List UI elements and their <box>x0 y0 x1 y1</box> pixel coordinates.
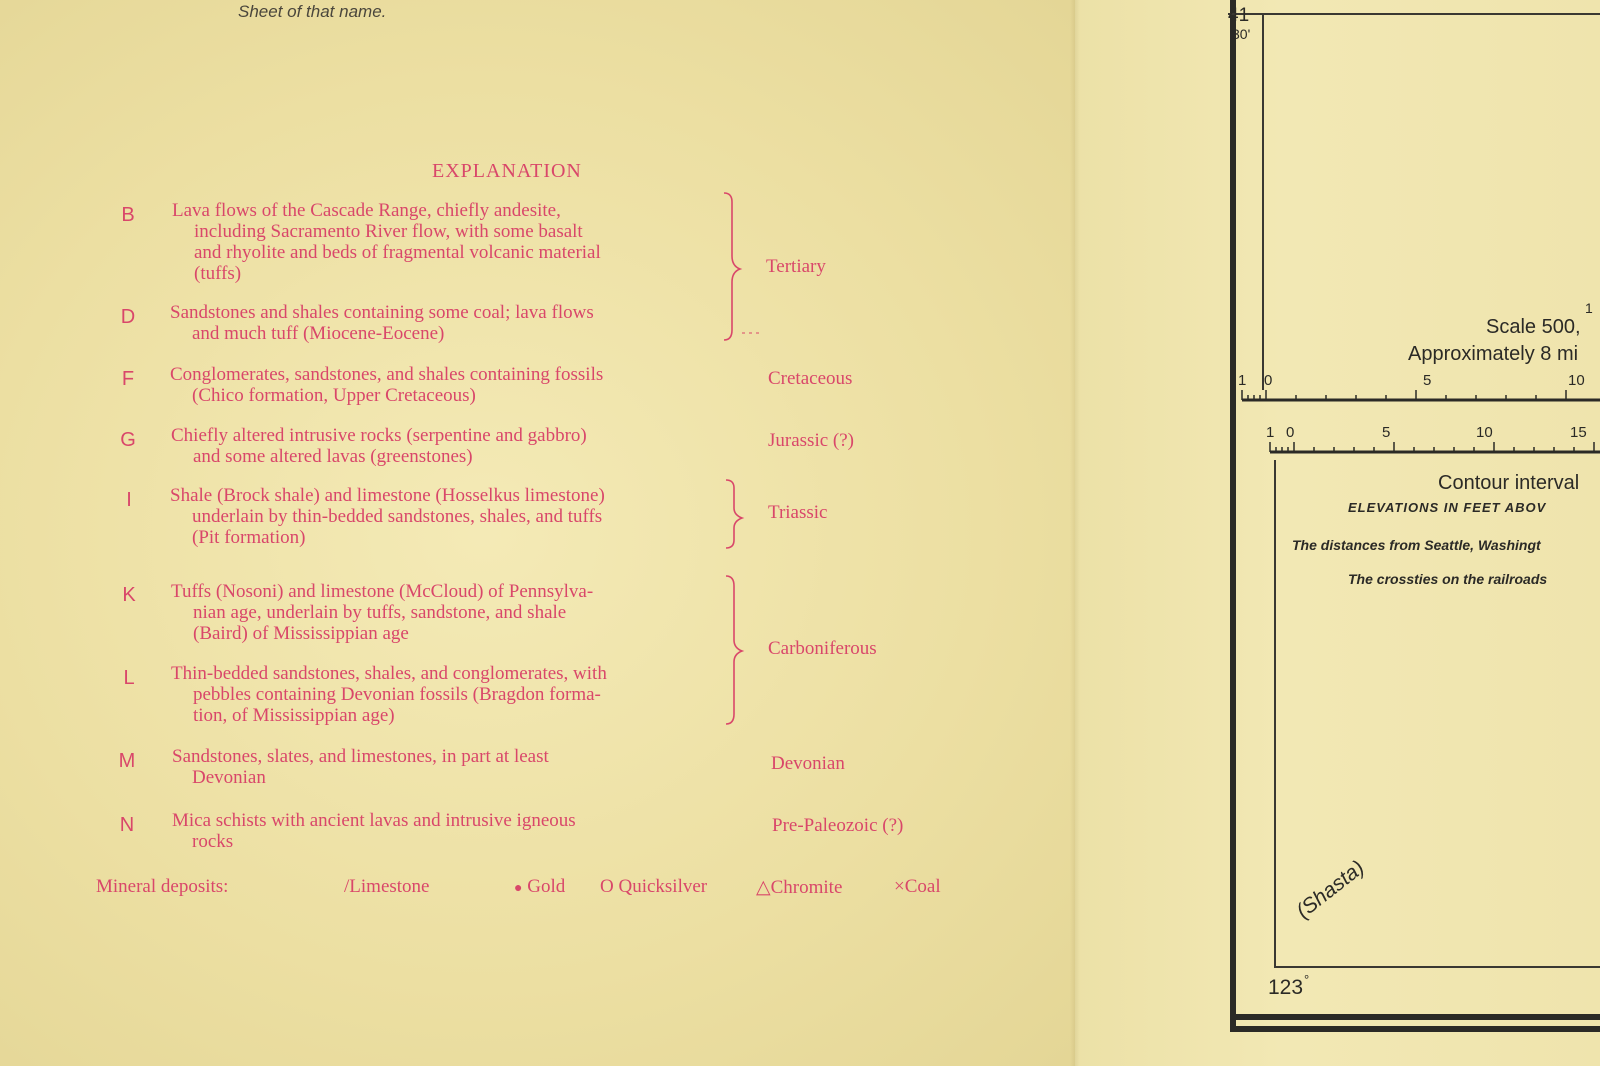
coal-symbol: × <box>894 876 905 897</box>
latitude-minutes: 30' <box>1232 26 1251 42</box>
period-devonian: Devonian <box>771 753 845 774</box>
period-prepaleozoic: Pre-Paleozoic (?) <box>772 815 904 836</box>
longitude-label: 123 <box>1268 976 1304 999</box>
unit-letter-k: K <box>122 584 136 606</box>
unit-desc-f: Conglomerates, sandstones, and shales containing fossils (Chico formation, Upper Cretaceous) <box>170 364 604 406</box>
unit-letter-b: B <box>121 204 135 226</box>
page-fold <box>1070 0 1080 1066</box>
unit-letter-l: L <box>123 667 135 689</box>
mineral-quicksilver: O Quicksilver <box>600 876 708 897</box>
unit-desc-l: Thin-bedded sandstones, shales, and conglomerates, with pebbles containing Devonian fossils (Bragdon forma- tion, of Mississippian age) <box>171 663 607 726</box>
period-cretaceous: Cretaceous <box>768 368 853 389</box>
unit-desc-i: Shale (Brock shale) and limestone (Hosselkus limestone) underlain by thin-bedded sandstones, shales, and tuffs (Pit formation) <box>170 485 605 548</box>
scale-fraction-top: 1 <box>1585 300 1593 316</box>
period-tertiary: Tertiary <box>766 256 826 277</box>
period-carboniferous: Carboniferous <box>768 638 877 659</box>
latitude-degrees: 41 <box>1228 5 1250 26</box>
bar2-tick-15: 15 <box>1570 424 1587 441</box>
bar2-tick-0: 0 <box>1286 424 1295 441</box>
bar1-tick-5: 5 <box>1423 372 1432 389</box>
map-frame-outer <box>1230 0 1600 1032</box>
unit-letter-f: F <box>121 368 135 390</box>
elevations-note: ELEVATIONS IN FEET ABOV <box>1348 500 1547 515</box>
unit-letter-m: M <box>118 750 136 772</box>
mineral-deposits-label: Mineral deposits: <box>96 876 229 897</box>
crossties-note: The crossties on the railroads <box>1348 571 1548 587</box>
distances-note: The distances from Seattle, Washingt <box>1292 537 1541 553</box>
unit-desc-d: Sandstones and shales containing some coal; lava flows and much tuff (Miocene-Eocene) <box>170 302 594 344</box>
explanation-title: EXPLANATION <box>432 160 582 182</box>
unit-letter-g: G <box>120 429 136 451</box>
scale-label: Scale 500, <box>1486 316 1581 338</box>
gold-symbol: ● <box>514 881 523 896</box>
unit-desc-k: Tuffs (Nosoni) and limestone (McCloud) of Pennsylva- nian age, underlain by tuffs, sandstone, and shale (Baird) of Mississippian age <box>171 581 594 644</box>
bar2-tick-5: 5 <box>1382 424 1391 441</box>
unit-letter-i: I <box>126 489 132 511</box>
unit-letter-n: N <box>119 814 135 836</box>
shasta-label: (Shasta) <box>1292 856 1369 924</box>
scale-approx: Approximately 8 mi <box>1408 343 1579 365</box>
brace-triassic <box>726 480 742 548</box>
mineral-coal: ×Coal <box>894 876 941 897</box>
unit-desc-b: Lava flows of the Cascade Range, chiefly andesite, including Sacramento River flow, with some basalt and rhyolite and beds of fragmental volcanic material (tuffs) <box>172 200 601 284</box>
mineral-chromite: △Chromite <box>756 877 843 898</box>
scale-bars <box>1236 368 1600 458</box>
sheet-note: Sheet of that name. <box>238 2 387 21</box>
bar1-tick-10: 10 <box>1568 372 1585 389</box>
quicksilver-symbol: O <box>600 876 614 897</box>
map-inner-bottom-line <box>1274 966 1600 968</box>
longitude-degree-mark: ° <box>1304 972 1310 987</box>
bar2-tick-1: 1 <box>1266 424 1275 441</box>
chromite-symbol: △ <box>756 877 771 898</box>
bar1-tick-1: 1 <box>1238 372 1247 389</box>
limestone-symbol: / <box>344 876 350 897</box>
period-jurassic: Jurassic (?) <box>768 430 854 451</box>
map-inner-lower-line <box>1274 460 1276 968</box>
map-inner-line <box>1262 15 1264 390</box>
unit-letter-d: D <box>120 306 136 328</box>
period-triassic: Triassic <box>768 502 828 523</box>
period-braces <box>720 190 770 730</box>
brace-tertiary <box>724 193 740 340</box>
unit-desc-n: Mica schists with ancient lavas and intrusive igneous rocks <box>172 810 576 852</box>
map-frame-bottom <box>1230 1014 1600 1020</box>
unit-desc-m: Sandstones, slates, and limestones, in part at least Devonian <box>172 746 549 788</box>
map-top-edge <box>1228 0 1600 15</box>
mineral-limestone: /Limestone <box>344 876 430 897</box>
mineral-gold: ● Gold <box>514 876 566 897</box>
brace-carboniferous <box>726 576 742 724</box>
bar2-tick-10: 10 <box>1476 424 1493 441</box>
unit-desc-g: Chiefly altered intrusive rocks (serpentine and gabbro) and some altered lavas (greenstones) <box>171 425 587 467</box>
bar1-tick-0: 0 <box>1264 372 1273 389</box>
contour-interval: Contour interval <box>1438 472 1580 494</box>
